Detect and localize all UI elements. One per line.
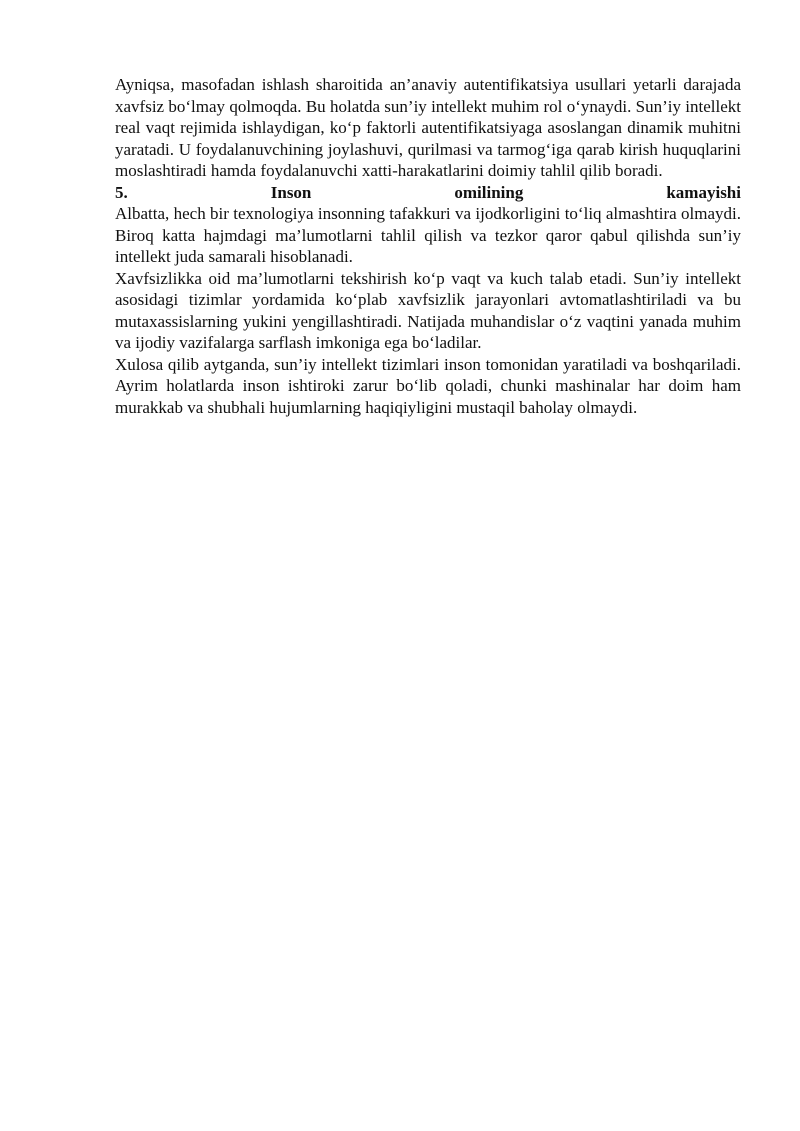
paragraph-security-automation: Xavfsizlikka oid ma’lumotlarni tekshirish ko‘p vaqt va kuch talab etadi. Sun’iy intellekt asosidagi tizimlar yordamida ko‘plab xavfsizlik jarayonlari avtomatlashtiriladi va bu mutaxassislarning yukini yengillashtiradi. Natijada muhandislar o‘z vaqtini yanada muhim va ijodiy vazifalarga sarflash imkoniga ega bo‘ladilar. [115,268,741,352]
paragraph-remote-authentication: Ayniqsa, masofadan ishlash sharoitida an’anaviy autentifikatsiya usullari yetarli darajada xavfsiz bo‘lmay qolmoqda. Bu holatda sun’iy intellekt muhim rol o‘ynaydi. Sun’iy intellekt real vaqt rejimida ishlaydigan, ko‘p faktorli autentifikatsiyaga asoslangan dinamik muhitni yaratadi. U foydalanuvchining joylashuvi, qurilmasi va tarmog‘iga qarab kirish huquqlarini moslashtiradi hamda foydalanuvchi xatti-harakatlarini doimiy tahlil qilib boradi. [115,75,741,180]
document-body [115,74,741,418]
paragraph-conclusion: Xulosa qilib aytganda, sun’iy intellekt tizimlari inson tomonidan yaratiladi va boshqariladi. Ayrim holatlarda inson ishtiroki zarur bo‘lib qoladi, chunki mashinalar har doim ham murakkab va shubhali hujumlarning haqiqiyligini mustaqil baholay olmaydi. [115,354,741,417]
section-heading: 5. Inson omilining kamayishi [115,182,741,202]
paragraph-human-creativity: Albatta, hech bir texnologiya insonning tafakkuri va ijodkorligini to‘liq almashtira olmaydi. Biroq katta hajmdagi ma’lumotlarni tahlil qilish va tezkor qaror qabul qilishda sun’iy intellekt juda samarali hisoblanadi. [115,204,741,266]
